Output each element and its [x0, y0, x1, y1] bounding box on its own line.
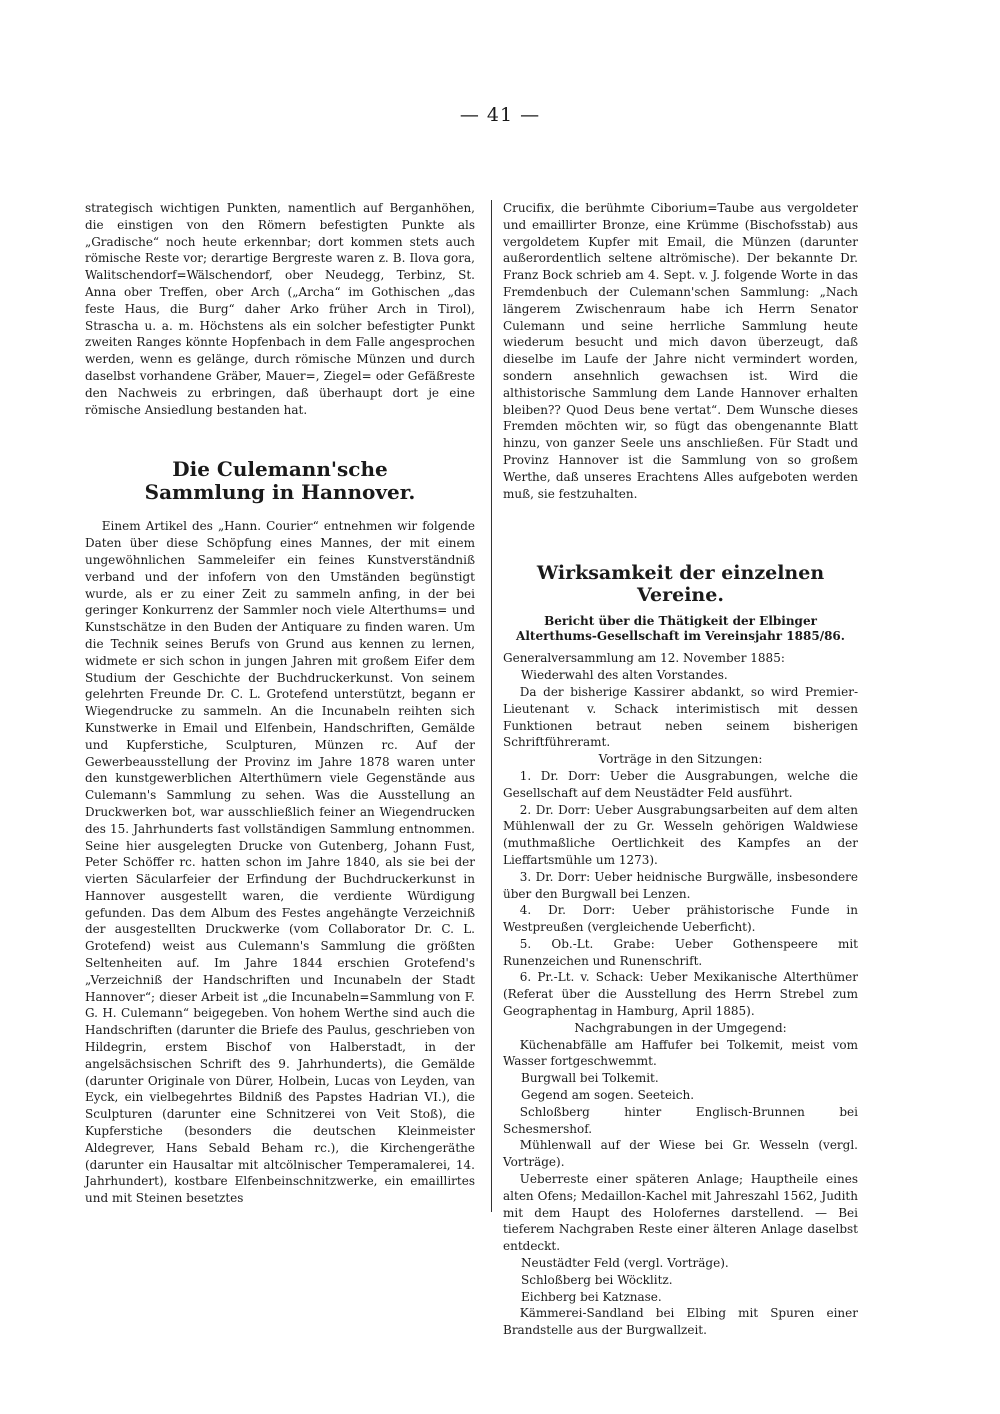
list-item: 6. Pr.-Lt. v. Schack: Ueber Mexikanische Alterthümer (Referat über die Ausstellung des Herrn Strebel zum Geographentag in Hamburg, April 1885).	[503, 970, 858, 1019]
right-column	[503, 200, 858, 1339]
list-item: Ueberreste einer späteren Anlage; Hauptheile eines alten Ofens; Medaillon-Kachel mit Jahreszahl 1562, Judith mit dem Haupt des Holofernes darstellend. — Bei tieferem Nachgraben Reste einer älteren Anlage daselbst entdeckt.	[503, 1172, 858, 1254]
section-heading-vereine: Wirksamkeit der einzelnen Vereine.	[536, 562, 825, 607]
list-item: Schloßberg hinter Englisch-Brunnen bei Schesmershof.	[503, 1104, 858, 1136]
list-item: Eichberg bei Katznase.	[521, 1289, 662, 1304]
section-heading-culemann: Die Culemann'sche Sammlung in Hannover.	[144, 457, 416, 505]
intro-paragraph: strategisch wichtigen Punkten, namentlich auf Berganhöhen, die einstigen von den Römern befestigten Punkte als „Gradische“ noch heute erkennbar; dort kommen stets auch römische Reste vor; derartige Bergreste waren z. B. Ilova gora, Walitschendorf=Wälschendorf, ober Neudegg, Terbinz, St. Anna ober Treffen, ober Arch („Archa“ im Gothischen „das feste Haus, die Burg“ daher Arko früher Arch in Tirol), Strascha u. a. m. Höchstens als ein solcher befestigter Punkt zweiten Ranges könnte Hopfenbach in dem Falle angesprochen werden, wenn es gelänge, durch römische Münzen und durch daselbst vorhandene Gräber, Mauer=, Ziegel= oder Gefäßreste den Nachweis zu erbringen, daß überhaupt dort je eine römische Ansiedlung bestanden hat.	[85, 201, 475, 417]
page-number: — 41 —	[459, 104, 541, 126]
left-column	[85, 200, 475, 1207]
list-item: 3. Dr. Dorr: Ueber heidnische Burgwälle, insbesondere über den Burgwall bei Lenzen.	[503, 869, 858, 901]
column-divider	[491, 200, 492, 1212]
list-item: Nachgrabungen in der Umgegend:	[574, 1020, 787, 1035]
list-item: Burgwall bei Tolkemit.	[521, 1071, 659, 1086]
list-item: Küchenabfälle am Haffufer bei Tolkemit, meist vom Wasser fortgeschwemmt.	[503, 1037, 858, 1069]
list-item: Vorträge in den Sitzungen:	[598, 752, 763, 767]
report-subheading: Bericht über die Thätigkeit der Elbinger Alterthums-Gesellschaft im Vereinsjahr 1885/86.	[516, 614, 845, 644]
list-item: Da der bisherige Kassirer abdankt, so wird Premier-Lieutenant v. Schack interimistisch mit dessen Funktionen betraut neben seinem bisherigen Schriftführeramt.	[503, 684, 858, 750]
list-item: Generalversammlung am 12. November 1885:	[503, 651, 785, 666]
list-item: Mühlenwall auf der Wiese bei Gr. Wesseln (vergl. Vorträge).	[503, 1138, 858, 1170]
list-item: Neustädter Feld (vergl. Vorträge).	[521, 1256, 729, 1271]
list-item: Gegend am sogen. Seeteich.	[521, 1088, 695, 1103]
list-item: Wiederwahl des alten Vorstandes.	[521, 668, 728, 683]
list-item: Kämmerei-Sandland bei Elbing mit Spuren einer Brandstelle aus der Burgwallzeit.	[503, 1306, 858, 1338]
article-paragraph: Einem Artikel des „Hann. Courier“ entnehmen wir folgende Daten über diese Schöpfung eines Mannes, der mit einem ungewöhnlichen Sammeleifer ein feines Kunstverständniß verband und der infofern von den Umständen begünstigt wurde, als er zu einer Zeit zu sammeln anfing, in der bei geringer Konkurrenz der Sammler noch viele Alterthums= und Kunstschätze in den Buden der Antiquare zu finden waren. Um die Technik seines Berufs von Grund aus kennen zu lernen, widmete er sich schon in jungen Jahren mit großem Eifer dem Studium der Geschichte der Buchdruckerkunst. Von seinem gelehrten Freunde Dr. C. L. Grotefend unterstützt, begann er Wiegendrucke zu sammeln. An die Incunabeln reihten sich Kunstwerke in Email und Elfenbein, Handschriften, Gemälde und Kupferstiche, Sculpturen, Münzen rc. Auf der Gewerbeausstellung der Provinz im Jahre 1878 waren unter den kunstgewerblichen Alterthümern viele Gegenstände aus Culemann's Sammlung zu sehen. Was die Ausstellung an Druckwerken bot, war ausschließlich feiner an Wiegendrucken des 15. Jahrhunderts fast vollständigen Sammlung entnommen. Seine hier ausgelegten Drucke von Gutenberg, Johann Fust, Peter Schöffer rc. hatten schon im Jahre 1840, als sie bei der vierten Säcularfeier der Erfindung der Buchdruckerkunst in Hannover ausgestellt waren, die verdiente Würdigung gefunden. Das dem Album des Festes angehängte Verzeichniß der ausgestellten Druckwerke (vom Collaborator Dr. C. L. Grotefend) weist aus Culemann's Sammlung die größten Seltenheiten auf. Im Jahre 1844 erschien Grotefend's „Verzeichniß der Handschriften und Incunabeln der Stadt Hannover“; dieser Arbeit ist „die Incunabeln=Sammlung von F. G. H. Culemann“ beigegeben. Von hohem Werthe sind auch die Handschriften (darunter die Briefe des Paulus, geschrieben von Hildegrin, erstem Bischof von Halberstadt, in der angelsächsischen Schrift des 9. Jahrhunderts), die Gemälde (darunter Originale von Dürer, Holbein, Lucas von Leyden, van Eyck, ein vielbegehrtes Bildniß des Papstes Hadrian VI.), die Sculpturen (darunter eine Schnitzerei von Veit Stoß), die Kupferstiche (besonders die deutschen Kleinmeister Aldegrever, Hans Sebald Beham rc.), die Kirchengeräthe (darunter ein Hausaltar mit altcölnischer Temperamalerei, 14. Jahrhundert), kostbare Elfenbeinschnitzwerke, ein emaillirtes und mit Steinen besetztes	[85, 519, 475, 1206]
continuation-paragraph: Crucifix, die berühmte Ciborium=Taube aus vergoldeter und emaillirter Bronze, eine Krümme (Bischofsstab) aus vergoldetem Kupfer mit Email, die Münzen (darunter außerordentlich seltene altrömische). Der bekannte Dr. Franz Bock schrieb am 4. Sept. v. J. folgende Worte in das Fremdenbuch der Culemann'schen Sammlung: „Nach längerem Zwischenraum habe ich Herrn Senator Culemann und seine herrliche Sammlung heute wiederum besucht und mich davon überzeugt, daß dieselbe im Laufe der Jahre nicht vermindert worden, sondern ansehnlich gewachsen ist. Wird die althistorische Sammlung dem Lande Hannover erhalten bleiben?? Quod Deus bene vertat“. Dem Wunsche dieses Fremden möchten wir, so fügt das obengenannte Blatt hinzu, von ganzer Seele uns anschließen. Für Stadt und Provinz Hannover ist die Sammlung von so großem Werthe, daß unseres Erachtens Alles aufgeboten werden muß, sie festzuhalten.	[503, 201, 858, 501]
list-item: Schloßberg bei Wöcklitz.	[521, 1272, 673, 1287]
report-list	[503, 650, 858, 1339]
list-item: 4. Dr. Dorr: Ueber prähistorische Funde in Westpreußen (vergleichende Ueberficht).	[503, 903, 858, 935]
list-item: 5. Ob.-Lt. Grabe: Ueber Gothenspeere mit Runenzeichen und Runenschrift.	[503, 936, 858, 968]
list-item: 2. Dr. Dorr: Ueber Ausgrabungsarbeiten auf dem alten Mühlenwall der zu Gr. Wesseln gehörigen Waldwiese (muthmaßliche Oertlichkeit des Kampfes an der Lieffartsmühle um 1273).	[503, 802, 858, 867]
list-item: 1. Dr. Dorr: Ueber die Ausgrabungen, welche die Gesellschaft auf dem Neustädter Feld ausführt.	[503, 768, 858, 800]
